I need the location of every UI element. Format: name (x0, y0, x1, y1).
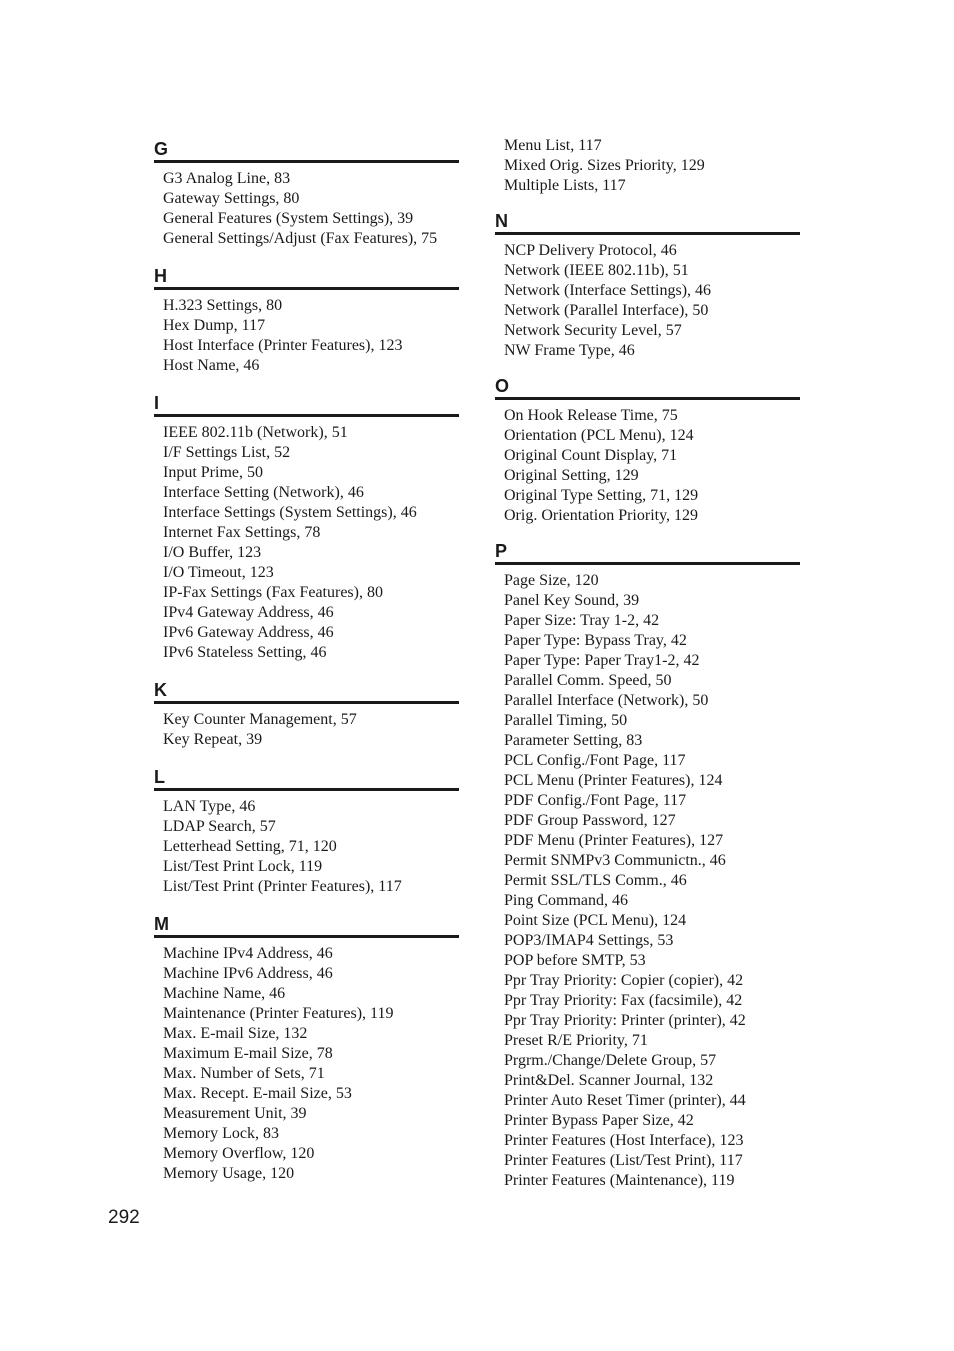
index-entry: Printer Features (List/Test Print), 117 (504, 1152, 743, 1169)
index-entry: POP before SMTP, 53 (504, 952, 646, 969)
index-entry: Ppr Tray Priority: Copier (copier), 42 (504, 972, 744, 989)
index-entry: Original Count Display, 71 (504, 447, 678, 464)
index-entry: PCL Menu (Printer Features), 124 (504, 772, 723, 789)
index-entry: Ppr Tray Priority: Printer (printer), 42 (504, 1012, 746, 1029)
index-entry: Gateway Settings, 80 (163, 190, 300, 207)
index-entry: Max. Recept. E-mail Size, 53 (163, 1085, 352, 1102)
section-letter: P (495, 541, 508, 561)
index-entry: IPv6 Stateless Setting, 46 (163, 644, 327, 661)
section-letter: H (154, 266, 167, 286)
entry-list (154, 704, 459, 750)
index-section-l (154, 766, 459, 897)
index-entry: IEEE 802.11b (Network), 51 (163, 424, 348, 441)
index-entry: Printer Features (Host Interface), 123 (504, 1132, 744, 1149)
index-entry: IP-Fax Settings (Fax Features), 80 (163, 584, 383, 601)
index-entry: Original Setting, 129 (504, 467, 639, 484)
entry-list (495, 400, 800, 526)
index-entry: Print&Del. Scanner Journal, 132 (504, 1072, 714, 1089)
index-entry: List/Test Print Lock, 119 (163, 858, 323, 875)
index-entry: Printer Bypass Paper Size, 42 (504, 1112, 694, 1129)
index-entry: PDF Menu (Printer Features), 127 (504, 832, 724, 849)
index-entry: Permit SNMPv3 Communictn., 46 (504, 852, 726, 869)
section-letter: N (495, 211, 508, 231)
index-entry: POP3/IMAP4 Settings, 53 (504, 932, 674, 949)
section-letter: M (154, 914, 169, 934)
index-entry: Maximum E-mail Size, 78 (163, 1045, 333, 1062)
index-entry: Letterhead Setting, 71, 120 (163, 838, 337, 855)
section-letter: O (495, 376, 510, 396)
index-entry: Memory Usage, 120 (163, 1165, 295, 1182)
index-entry: Host Name, 46 (163, 357, 260, 374)
index-entry: PDF Config./Font Page, 117 (504, 792, 687, 809)
index-entry: Orig. Orientation Priority, 129 (504, 507, 699, 524)
index-entry: Hex Dump, 117 (163, 317, 266, 334)
index-entry: Max. Number of Sets, 71 (163, 1065, 325, 1082)
index-entry: General Features (System Settings), 39 (163, 210, 414, 227)
index-entry: IPv4 Gateway Address, 46 (163, 604, 334, 621)
page-number: 292 (108, 1207, 140, 1228)
index-entry: Ppr Tray Priority: Fax (facsimile), 42 (504, 992, 743, 1009)
entry-list (495, 235, 800, 361)
continued-entry-list (495, 136, 800, 196)
index-column-right (495, 0, 800, 1191)
entry-list (154, 290, 459, 376)
index-entry: LDAP Search, 57 (163, 818, 276, 835)
index-entry: Key Counter Management, 57 (163, 711, 357, 728)
index-entry: Menu List, 117 (504, 137, 602, 154)
entry-list (154, 163, 459, 249)
index-entry: Orientation (PCL Menu), 124 (504, 427, 694, 444)
index-entry: Interface Setting (Network), 46 (163, 484, 364, 501)
index-entry: NCP Delivery Protocol, 46 (504, 242, 677, 259)
index-entry: Panel Key Sound, 39 (504, 592, 640, 609)
index-entry: Preset R/E Priority, 71 (504, 1032, 648, 1049)
index-entry: NW Frame Type, 46 (504, 342, 635, 359)
index-entry: I/F Settings List, 52 (163, 444, 291, 461)
index-entry: G3 Analog Line, 83 (163, 170, 291, 187)
index-entry: Internet Fax Settings, 78 (163, 524, 321, 541)
index-entry: Printer Auto Reset Timer (printer), 44 (504, 1092, 746, 1109)
index-section-k (154, 679, 459, 750)
index-entry: Machine Name, 46 (163, 985, 286, 1002)
index-entry: Interface Settings (System Settings), 46 (163, 504, 417, 521)
index-entry: Multiple Lists, 117 (504, 177, 626, 194)
index-entry: Key Repeat, 39 (163, 731, 263, 748)
index-entry: Mixed Orig. Sizes Priority, 129 (504, 157, 705, 174)
section-letter: I (154, 393, 160, 413)
section-letter: K (154, 680, 167, 700)
index-entry: PCL Config./Font Page, 117 (504, 752, 686, 769)
index-entry: Paper Type: Paper Tray1-2, 42 (504, 652, 700, 669)
index-entry: Host Interface (Printer Features), 123 (163, 337, 403, 354)
index-entry: Parameter Setting, 83 (504, 732, 643, 749)
index-section-p (495, 540, 800, 1191)
index-entry: Parallel Comm. Speed, 50 (504, 672, 672, 689)
index-entry: PDF Group Password, 127 (504, 812, 676, 829)
index-entry: Prgrm./Change/Delete Group, 57 (504, 1052, 717, 1069)
index-entry: Point Size (PCL Menu), 124 (504, 912, 687, 929)
index-entry: General Settings/Adjust (Fax Features), 75 (163, 230, 438, 247)
index-entry: Maintenance (Printer Features), 119 (163, 1005, 394, 1022)
index-entry: Paper Type: Bypass Tray, 42 (504, 632, 687, 649)
index-entry: List/Test Print (Printer Features), 117 (163, 878, 402, 895)
section-letter: G (154, 139, 169, 159)
index-entry: I/O Timeout, 123 (163, 564, 274, 581)
index-section-i (154, 392, 459, 663)
index-entry: Input Prime, 50 (163, 464, 263, 481)
index-entry: LAN Type, 46 (163, 798, 256, 815)
index-entry: Network (IEEE 802.11b), 51 (504, 262, 689, 279)
index-section-g (154, 138, 459, 249)
index-entry: Max. E-mail Size, 132 (163, 1025, 308, 1042)
index-entry: Memory Overflow, 120 (163, 1145, 315, 1162)
entry-list (154, 417, 459, 663)
entry-list (495, 565, 800, 1191)
index-entry: Printer Features (Maintenance), 119 (504, 1172, 735, 1189)
index-entry: Network (Parallel Interface), 50 (504, 302, 709, 319)
index-entry: Machine IPv4 Address, 46 (163, 945, 333, 962)
index-entry: I/O Buffer, 123 (163, 544, 262, 561)
index-entry: Original Type Setting, 71, 129 (504, 487, 699, 504)
entry-list (154, 791, 459, 897)
index-entry: Paper Size: Tray 1-2, 42 (504, 612, 660, 629)
index-entry: On Hook Release Time, 75 (504, 407, 678, 424)
index-entry: IPv6 Gateway Address, 46 (163, 624, 334, 641)
section-letter: L (154, 767, 165, 787)
index-section-o (495, 375, 800, 526)
index-entry: Parallel Interface (Network), 50 (504, 692, 709, 709)
index-entry: Machine IPv6 Address, 46 (163, 965, 333, 982)
index-entry: Measurement Unit, 39 (163, 1105, 307, 1122)
index-entry: Page Size, 120 (504, 572, 599, 589)
index-entry: Parallel Timing, 50 (504, 712, 628, 729)
index-entry: Permit SSL/TLS Comm., 46 (504, 872, 687, 889)
index-section-n (495, 210, 800, 361)
index-section-h (154, 265, 459, 376)
index-entry: Memory Lock, 83 (163, 1125, 279, 1142)
index-entry: Network Security Level, 57 (504, 322, 682, 339)
index-entry: H.323 Settings, 80 (163, 297, 283, 314)
index-section-m (154, 913, 459, 1184)
index-entry: Network (Interface Settings), 46 (504, 282, 712, 299)
entry-list (154, 938, 459, 1184)
index-entry: Ping Command, 46 (504, 892, 629, 909)
index-column-left (154, 0, 459, 1184)
